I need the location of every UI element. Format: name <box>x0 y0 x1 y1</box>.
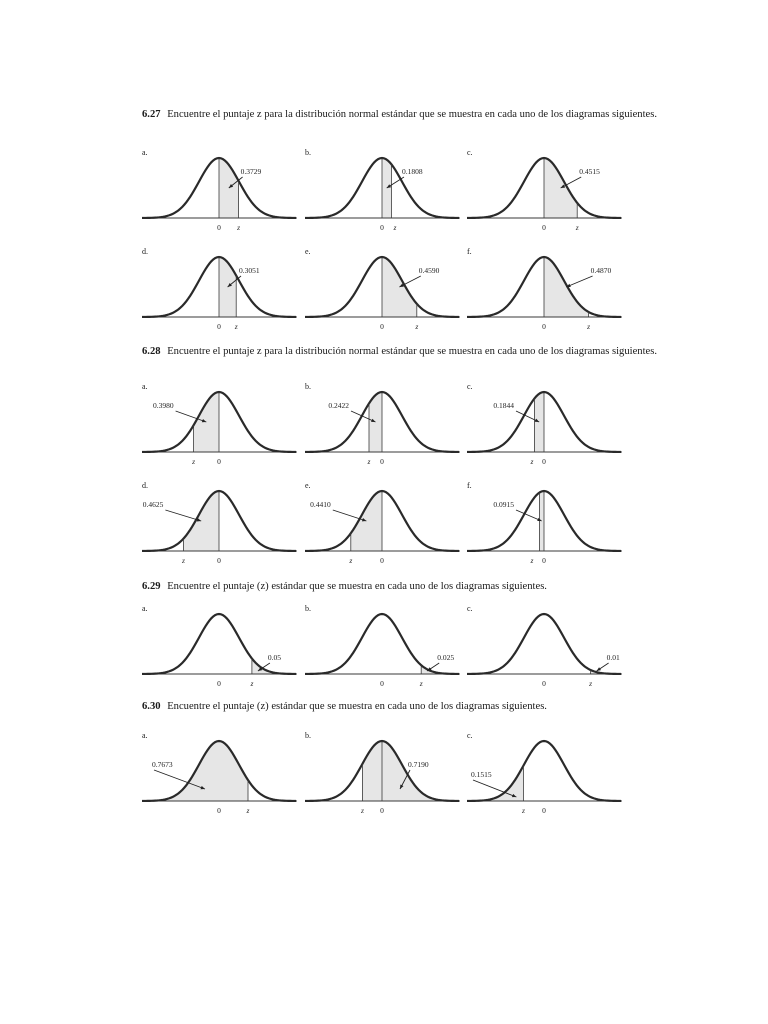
area-label: 0.1515 <box>471 770 492 779</box>
panel-letter: c. <box>467 731 473 740</box>
normal-curve-diagram <box>467 481 622 565</box>
normal-curve-diagram <box>142 731 297 815</box>
panel-6-28-a <box>142 382 297 466</box>
panel-letter: c. <box>467 604 473 613</box>
area-label: 0.05 <box>267 653 282 662</box>
normal-curve-diagram <box>305 382 460 466</box>
tick-label-z: z <box>192 457 196 466</box>
tick-label-z: z <box>360 806 364 815</box>
problem-number: 6.28 <box>142 346 161 357</box>
panel-6-28-b <box>305 382 460 466</box>
arrow-line <box>516 510 542 521</box>
normal-curve-diagram <box>142 148 297 232</box>
tick-label-z: z <box>530 556 534 565</box>
panel-6-30-b <box>305 731 460 815</box>
arrow-line <box>165 510 201 521</box>
tick-label-zero: 0 <box>217 679 221 688</box>
panel-6-30-c <box>467 731 622 815</box>
tick-label-zero: 0 <box>542 556 546 565</box>
panel-letter: e. <box>305 247 311 256</box>
panel-6-27-b <box>305 148 460 232</box>
tick-label-zero: 0 <box>217 223 221 232</box>
panel-letter: b. <box>305 382 311 391</box>
panel-6-29-a <box>142 604 297 688</box>
panel-6-28-c <box>467 382 622 466</box>
area-label: 0.01 <box>606 653 620 662</box>
problem-6-30-header <box>142 700 664 714</box>
area-label: 0.0915 <box>493 500 514 509</box>
tick-label-z: z <box>589 679 593 688</box>
problem-number: 6.30 <box>142 701 161 712</box>
tick-label-z: z <box>587 322 591 331</box>
tick-label-z: z <box>349 556 353 565</box>
problem-text: Encuentre el puntaje (z) estándar que se muestra en cada uno de los diagramas siguientes. <box>167 701 547 712</box>
tick-label-zero: 0 <box>217 806 221 815</box>
area-label: 0.7190 <box>408 760 429 769</box>
panel-6-27-d <box>142 247 297 331</box>
panel-6-28-f <box>467 481 622 565</box>
shaded-area <box>534 392 544 452</box>
tick-label-z: z <box>237 223 241 232</box>
tick-label-zero: 0 <box>380 806 384 815</box>
panel-letter: f. <box>467 247 472 256</box>
panel-6-27-c <box>467 148 622 232</box>
panel-6-27-e <box>305 247 460 331</box>
panel-letter: b. <box>305 731 311 740</box>
panel-letter: b. <box>305 148 311 157</box>
shaded-area <box>544 158 577 218</box>
problem-text: Encuentre el puntaje (z) estándar que se muestra en cada uno de los diagramas siguientes. <box>167 581 547 592</box>
area-label: 0.4410 <box>310 500 331 509</box>
tick-label-zero: 0 <box>217 322 221 331</box>
panel-letter: e. <box>305 481 311 490</box>
area-label: 0.3729 <box>240 167 262 176</box>
problem-number: 6.27 <box>142 109 161 120</box>
panel-letter: a. <box>142 148 148 157</box>
panel-6-27-f <box>467 247 622 331</box>
problem-number: 6.29 <box>142 581 161 592</box>
tick-label-z: z <box>575 223 579 232</box>
area-label: 0.4515 <box>579 167 600 176</box>
tick-label-zero: 0 <box>380 322 384 331</box>
tick-label-zero: 0 <box>542 457 546 466</box>
panel-letter: c. <box>467 148 473 157</box>
normal-curve-diagram <box>467 731 622 815</box>
normal-curve-diagram <box>142 247 297 331</box>
tick-label-zero: 0 <box>380 556 384 565</box>
normal-curve-diagram <box>305 731 460 815</box>
shaded-area <box>382 257 417 317</box>
shaded-area <box>539 491 544 551</box>
problem-6-29-header <box>142 580 664 594</box>
tick-label-z: z <box>415 322 419 331</box>
normal-curve-diagram <box>467 148 622 232</box>
area-label: 0.3051 <box>239 266 260 275</box>
tick-label-z: z <box>521 806 525 815</box>
tick-label-z: z <box>367 457 371 466</box>
normal-curve-diagram <box>305 148 460 232</box>
normal-curve-diagram <box>305 481 460 565</box>
area-label: 0.1808 <box>402 167 423 176</box>
panel-6-30-a <box>142 731 297 815</box>
normal-curve-diagram <box>142 604 297 688</box>
area-label: 0.7673 <box>152 760 173 769</box>
area-label: 0.4625 <box>142 500 164 509</box>
tick-label-zero: 0 <box>217 457 221 466</box>
tick-label-zero: 0 <box>380 223 384 232</box>
panel-letter: d. <box>142 247 148 256</box>
problem-text: Encuentre el puntaje z para la distribución normal estándar que se muestra en cada uno de los diagramas siguientes. <box>167 109 657 120</box>
panel-letter: b. <box>305 604 311 613</box>
area-label: 0.1844 <box>493 401 514 410</box>
normal-curve-diagram <box>142 382 297 466</box>
shaded-area <box>362 741 459 801</box>
normal-curve-diagram <box>467 604 622 688</box>
tick-label-z: z <box>250 679 254 688</box>
tick-label-zero: 0 <box>542 223 546 232</box>
panel-6-28-e <box>305 481 460 565</box>
tick-label-z: z <box>181 556 185 565</box>
tick-label-z: z <box>234 322 238 331</box>
tick-label-zero: 0 <box>542 322 546 331</box>
panel-letter: f. <box>467 481 472 490</box>
area-label: 0.2422 <box>328 401 349 410</box>
panel-6-27-a <box>142 148 297 232</box>
tick-label-zero: 0 <box>542 679 546 688</box>
tick-label-z: z <box>246 806 250 815</box>
area-label: 0.3980 <box>152 401 174 410</box>
normal-curve-diagram <box>467 247 622 331</box>
normal-curve <box>142 614 296 674</box>
tick-label-z: z <box>393 223 397 232</box>
tick-label-z: z <box>530 457 534 466</box>
tick-label-zero: 0 <box>542 806 546 815</box>
arrow-head <box>597 667 601 671</box>
panel-letter: c. <box>467 382 473 391</box>
panel-6-29-b <box>305 604 460 688</box>
normal-curve-diagram <box>467 382 622 466</box>
normal-curve-diagram <box>305 247 460 331</box>
tick-label-zero: 0 <box>380 679 384 688</box>
normal-curve-diagram <box>142 481 297 565</box>
normal-curve <box>467 614 621 674</box>
area-label: 0.4590 <box>418 266 440 275</box>
tick-label-z: z <box>419 679 423 688</box>
panel-6-29-c <box>467 604 622 688</box>
normal-curve-diagram <box>305 604 460 688</box>
area-label: 0.025 <box>437 653 455 662</box>
panel-letter: a. <box>142 731 148 740</box>
area-label: 0.4870 <box>590 266 612 275</box>
tick-label-zero: 0 <box>217 556 221 565</box>
problem-text: Encuentre el puntaje z para la distribución normal estándar que se muestra en cada uno de los diagramas siguientes. <box>167 346 657 357</box>
problem-6-28-header <box>142 345 664 359</box>
problem-6-27-header <box>142 108 664 122</box>
tick-label-zero: 0 <box>380 457 384 466</box>
arrow-line <box>566 276 592 287</box>
panel-6-28-d <box>142 481 297 565</box>
panel-letter: d. <box>142 481 148 490</box>
panel-letter: a. <box>142 382 148 391</box>
panel-letter: a. <box>142 604 148 613</box>
